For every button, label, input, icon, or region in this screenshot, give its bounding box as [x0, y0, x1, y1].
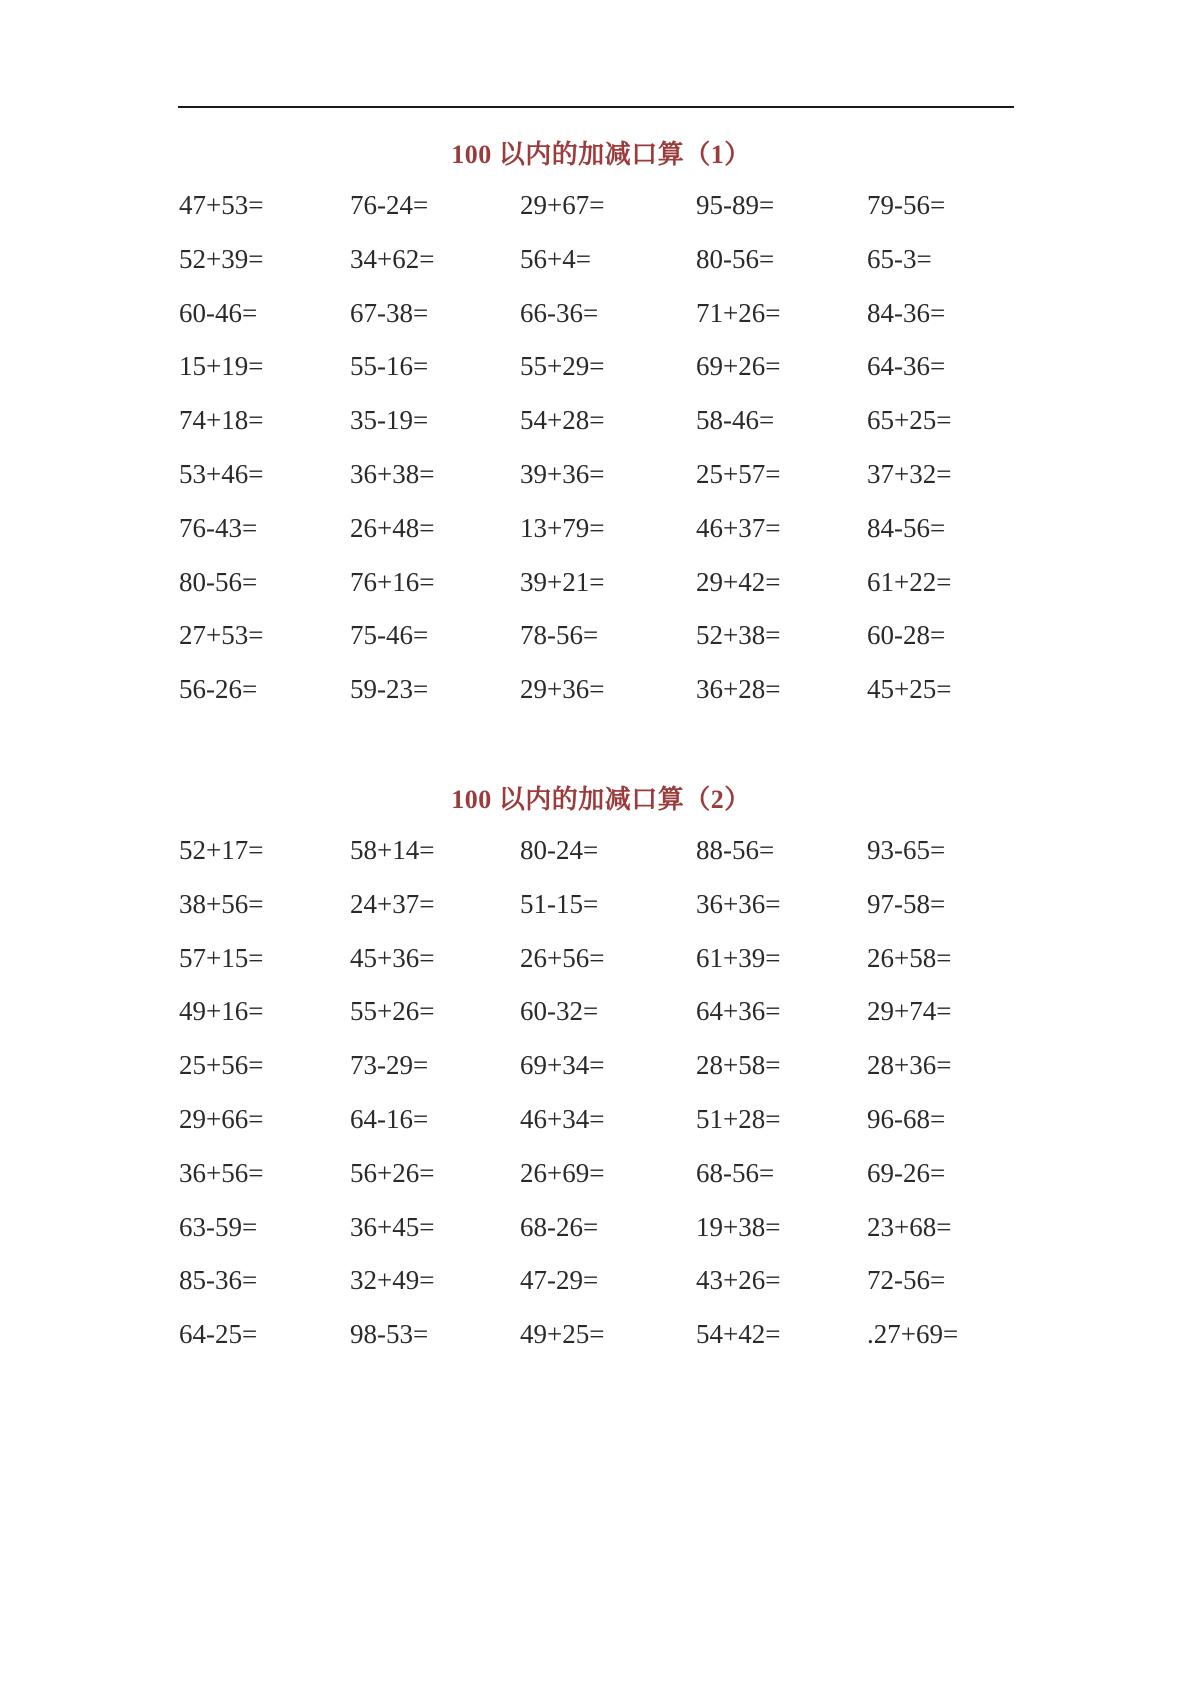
arithmetic-problem: 43+26=	[696, 1265, 781, 1296]
arithmetic-problem: 75-46=	[350, 620, 429, 651]
arithmetic-problem: 52+38=	[696, 620, 781, 651]
arithmetic-problem: 29+36=	[520, 674, 605, 705]
arithmetic-problem: 69-26=	[867, 1157, 946, 1188]
problem-row	[0, 1314, 1190, 1368]
arithmetic-problem: 73-29=	[350, 1050, 429, 1081]
arithmetic-problem: 46+34=	[520, 1103, 605, 1134]
arithmetic-problem: 66-36=	[520, 297, 599, 328]
arithmetic-problem: 64-25=	[179, 1319, 258, 1350]
problem-grid	[0, 185, 1190, 723]
arithmetic-problem: 76+16=	[350, 566, 435, 597]
arithmetic-problem: 39+36=	[520, 458, 605, 489]
problem-row	[0, 1099, 1190, 1153]
arithmetic-problem: 60-32=	[520, 996, 599, 1027]
arithmetic-problem: 58+14=	[350, 835, 435, 865]
arithmetic-problem: 64-36=	[867, 351, 946, 382]
arithmetic-problem: 52+17=	[179, 835, 264, 865]
problem-row	[0, 938, 1190, 992]
problem-row	[0, 1207, 1190, 1261]
problem-row	[0, 185, 1190, 239]
arithmetic-problem: 54+42=	[696, 1319, 781, 1350]
arithmetic-problem: 34+62=	[350, 243, 435, 274]
arithmetic-problem: 67-38=	[350, 297, 429, 328]
arithmetic-problem: 79-56=	[867, 190, 946, 220]
arithmetic-problem: 93-65=	[867, 835, 946, 865]
arithmetic-problem: 84-36=	[867, 297, 946, 328]
problem-row	[0, 293, 1190, 347]
arithmetic-problem: 39+21=	[520, 566, 605, 597]
arithmetic-problem: 26+56=	[520, 942, 605, 973]
arithmetic-problem: 57+15=	[179, 942, 264, 973]
arithmetic-problem: 65+25=	[867, 405, 952, 436]
arithmetic-problem: 36+45=	[350, 1211, 435, 1242]
arithmetic-problem: 53+46=	[179, 458, 264, 489]
arithmetic-problem: 36+36=	[696, 888, 781, 919]
section-title: 100 以内的加减口算（2）	[451, 785, 751, 814]
arithmetic-problem: 69+34=	[520, 1050, 605, 1081]
arithmetic-problem: 63-59=	[179, 1211, 258, 1242]
arithmetic-problem: 26+69=	[520, 1157, 605, 1188]
section-title: 100 以内的加减口算（1）	[451, 140, 751, 169]
problem-row	[0, 562, 1190, 616]
arithmetic-problem: 64+36=	[696, 996, 781, 1027]
arithmetic-problem: 26+58=	[867, 942, 952, 973]
arithmetic-problem: 23+68=	[867, 1211, 952, 1242]
arithmetic-problem: 13+79=	[520, 512, 605, 543]
arithmetic-problem: 49+16=	[179, 996, 264, 1027]
arithmetic-problem: .27+69=	[867, 1319, 959, 1350]
top-horizontal-rule	[178, 106, 1014, 108]
arithmetic-problem: 56+4=	[520, 243, 591, 274]
problem-row	[0, 1260, 1190, 1314]
arithmetic-problem: 25+57=	[696, 458, 781, 489]
arithmetic-problem: 19+38=	[696, 1211, 781, 1242]
arithmetic-problem: 80-56=	[179, 566, 258, 597]
arithmetic-problem: 56-26=	[179, 674, 258, 705]
arithmetic-problem: 80-56=	[696, 243, 775, 274]
problem-row	[0, 508, 1190, 562]
arithmetic-problem: 49+25=	[520, 1319, 605, 1350]
arithmetic-problem: 96-68=	[867, 1103, 946, 1134]
arithmetic-problem: 29+74=	[867, 996, 952, 1027]
problem-row	[0, 400, 1190, 454]
arithmetic-problem: 88-56=	[696, 835, 775, 865]
arithmetic-problem: 46+37=	[696, 512, 781, 543]
arithmetic-problem: 54+28=	[520, 405, 605, 436]
arithmetic-problem: 68-26=	[520, 1211, 599, 1242]
arithmetic-problem: 27+53=	[179, 620, 264, 651]
arithmetic-problem: 51+28=	[696, 1103, 781, 1134]
arithmetic-problem: 45+25=	[867, 674, 952, 705]
arithmetic-problem: 36+56=	[179, 1157, 264, 1188]
problem-row	[0, 454, 1190, 508]
arithmetic-problem: 65-3=	[867, 243, 932, 274]
arithmetic-problem: 64-16=	[350, 1103, 429, 1134]
arithmetic-problem: 47-29=	[520, 1265, 599, 1296]
arithmetic-problem: 61+22=	[867, 566, 952, 597]
problem-row	[0, 239, 1190, 293]
arithmetic-problem: 36+38=	[350, 458, 435, 489]
arithmetic-problem: 36+28=	[696, 674, 781, 705]
arithmetic-problem: 71+26=	[696, 297, 781, 328]
arithmetic-problem: 60-46=	[179, 297, 258, 328]
arithmetic-problem: 98-53=	[350, 1319, 429, 1350]
arithmetic-problem: 95-89=	[696, 190, 775, 220]
problem-row	[0, 1045, 1190, 1099]
arithmetic-problem: 59-23=	[350, 674, 429, 705]
arithmetic-problem: 97-58=	[867, 888, 946, 919]
problem-row	[0, 1153, 1190, 1207]
arithmetic-problem: 25+56=	[179, 1050, 264, 1081]
worksheet-section-1	[0, 133, 1190, 723]
problem-row	[0, 884, 1190, 938]
arithmetic-problem: 69+26=	[696, 351, 781, 382]
problem-row	[0, 346, 1190, 400]
arithmetic-problem: 29+42=	[696, 566, 781, 597]
arithmetic-problem: 51-15=	[520, 888, 599, 919]
arithmetic-problem: 84-56=	[867, 512, 946, 543]
problem-grid	[0, 830, 1190, 1368]
arithmetic-problem: 47+53=	[179, 190, 264, 220]
arithmetic-problem: 78-56=	[520, 620, 599, 651]
arithmetic-problem: 76-43=	[179, 512, 258, 543]
arithmetic-problem: 52+39=	[179, 243, 264, 274]
arithmetic-problem: 26+48=	[350, 512, 435, 543]
arithmetic-problem: 32+49=	[350, 1265, 435, 1296]
arithmetic-problem: 61+39=	[696, 942, 781, 973]
worksheet-section-2	[0, 778, 1190, 1368]
arithmetic-problem: 72-56=	[867, 1265, 946, 1296]
problem-row	[0, 615, 1190, 669]
arithmetic-problem: 37+32=	[867, 458, 952, 489]
arithmetic-problem: 29+66=	[179, 1103, 264, 1134]
arithmetic-problem: 55+26=	[350, 996, 435, 1027]
arithmetic-problem: 35-19=	[350, 405, 429, 436]
arithmetic-problem: 55-16=	[350, 351, 429, 382]
arithmetic-problem: 28+58=	[696, 1050, 781, 1081]
problem-row	[0, 669, 1190, 723]
arithmetic-problem: 74+18=	[179, 405, 264, 436]
problem-row	[0, 991, 1190, 1045]
arithmetic-problem: 28+36=	[867, 1050, 952, 1081]
arithmetic-problem: 58-46=	[696, 405, 775, 436]
arithmetic-problem: 80-24=	[520, 835, 599, 865]
problem-row	[0, 830, 1190, 884]
arithmetic-problem: 60-28=	[867, 620, 946, 651]
arithmetic-problem: 56+26=	[350, 1157, 435, 1188]
arithmetic-problem: 45+36=	[350, 942, 435, 973]
arithmetic-problem: 55+29=	[520, 351, 605, 382]
arithmetic-problem: 38+56=	[179, 888, 264, 919]
arithmetic-problem: 24+37=	[350, 888, 435, 919]
arithmetic-problem: 29+67=	[520, 190, 605, 220]
arithmetic-problem: 68-56=	[696, 1157, 775, 1188]
arithmetic-problem: 85-36=	[179, 1265, 258, 1296]
arithmetic-problem: 15+19=	[179, 351, 264, 382]
arithmetic-problem: 76-24=	[350, 190, 429, 220]
